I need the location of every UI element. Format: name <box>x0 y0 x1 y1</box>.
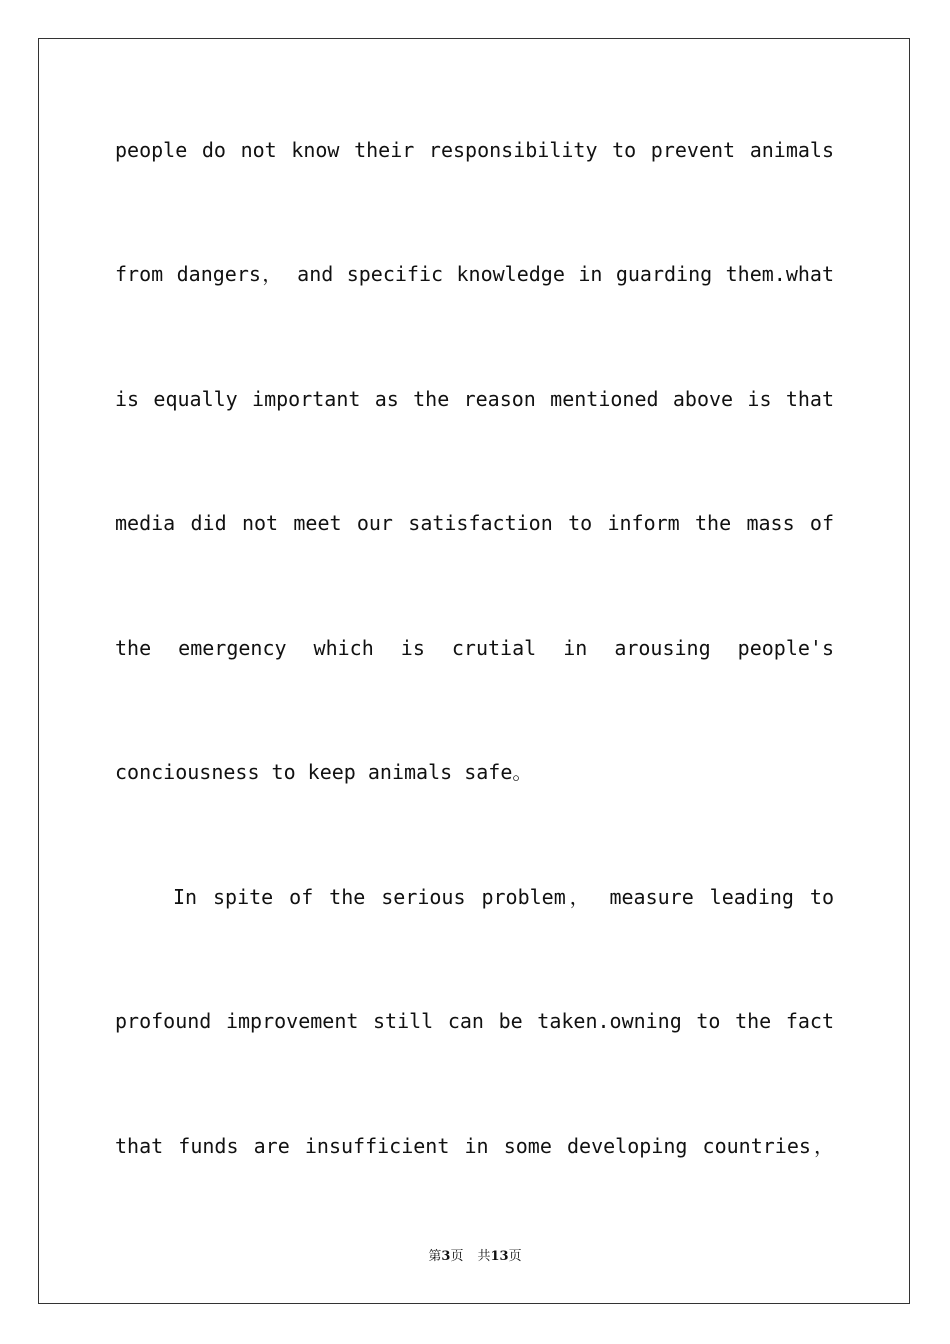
total-pages: 13 <box>490 1249 509 1264</box>
text-line-2: from dangers， and specific knowledge in guarding them.what <box>115 262 834 286</box>
page-footer <box>0 1245 950 1264</box>
total-suffix: 页 <box>508 1249 522 1264</box>
text-line-7: In spite of the serious problem， measure leading to <box>173 885 834 909</box>
text-line-6: conciousness to keep animals safe。 <box>115 760 533 784</box>
page-prefix: 第 <box>428 1249 442 1264</box>
page-suffix: 页 <box>450 1249 464 1264</box>
total-prefix: 共 <box>477 1249 491 1264</box>
text-line-5: the emergency which is crutial in arousing people's <box>115 636 834 660</box>
text-line-9: that funds are insufficient in some developing countries， <box>115 1134 834 1158</box>
page-number: 3 <box>441 1249 451 1264</box>
text-line-3: is equally important as the reason mentioned above is that <box>115 387 834 411</box>
page-border <box>38 38 910 1304</box>
text-line-1: people do not know their responsibility to prevent animals <box>115 138 834 162</box>
text-line-8: profound improvement still can be taken.owning to the fact <box>115 1009 834 1033</box>
text-line-4: media did not meet our satisfaction to inform the mass of <box>115 511 834 535</box>
